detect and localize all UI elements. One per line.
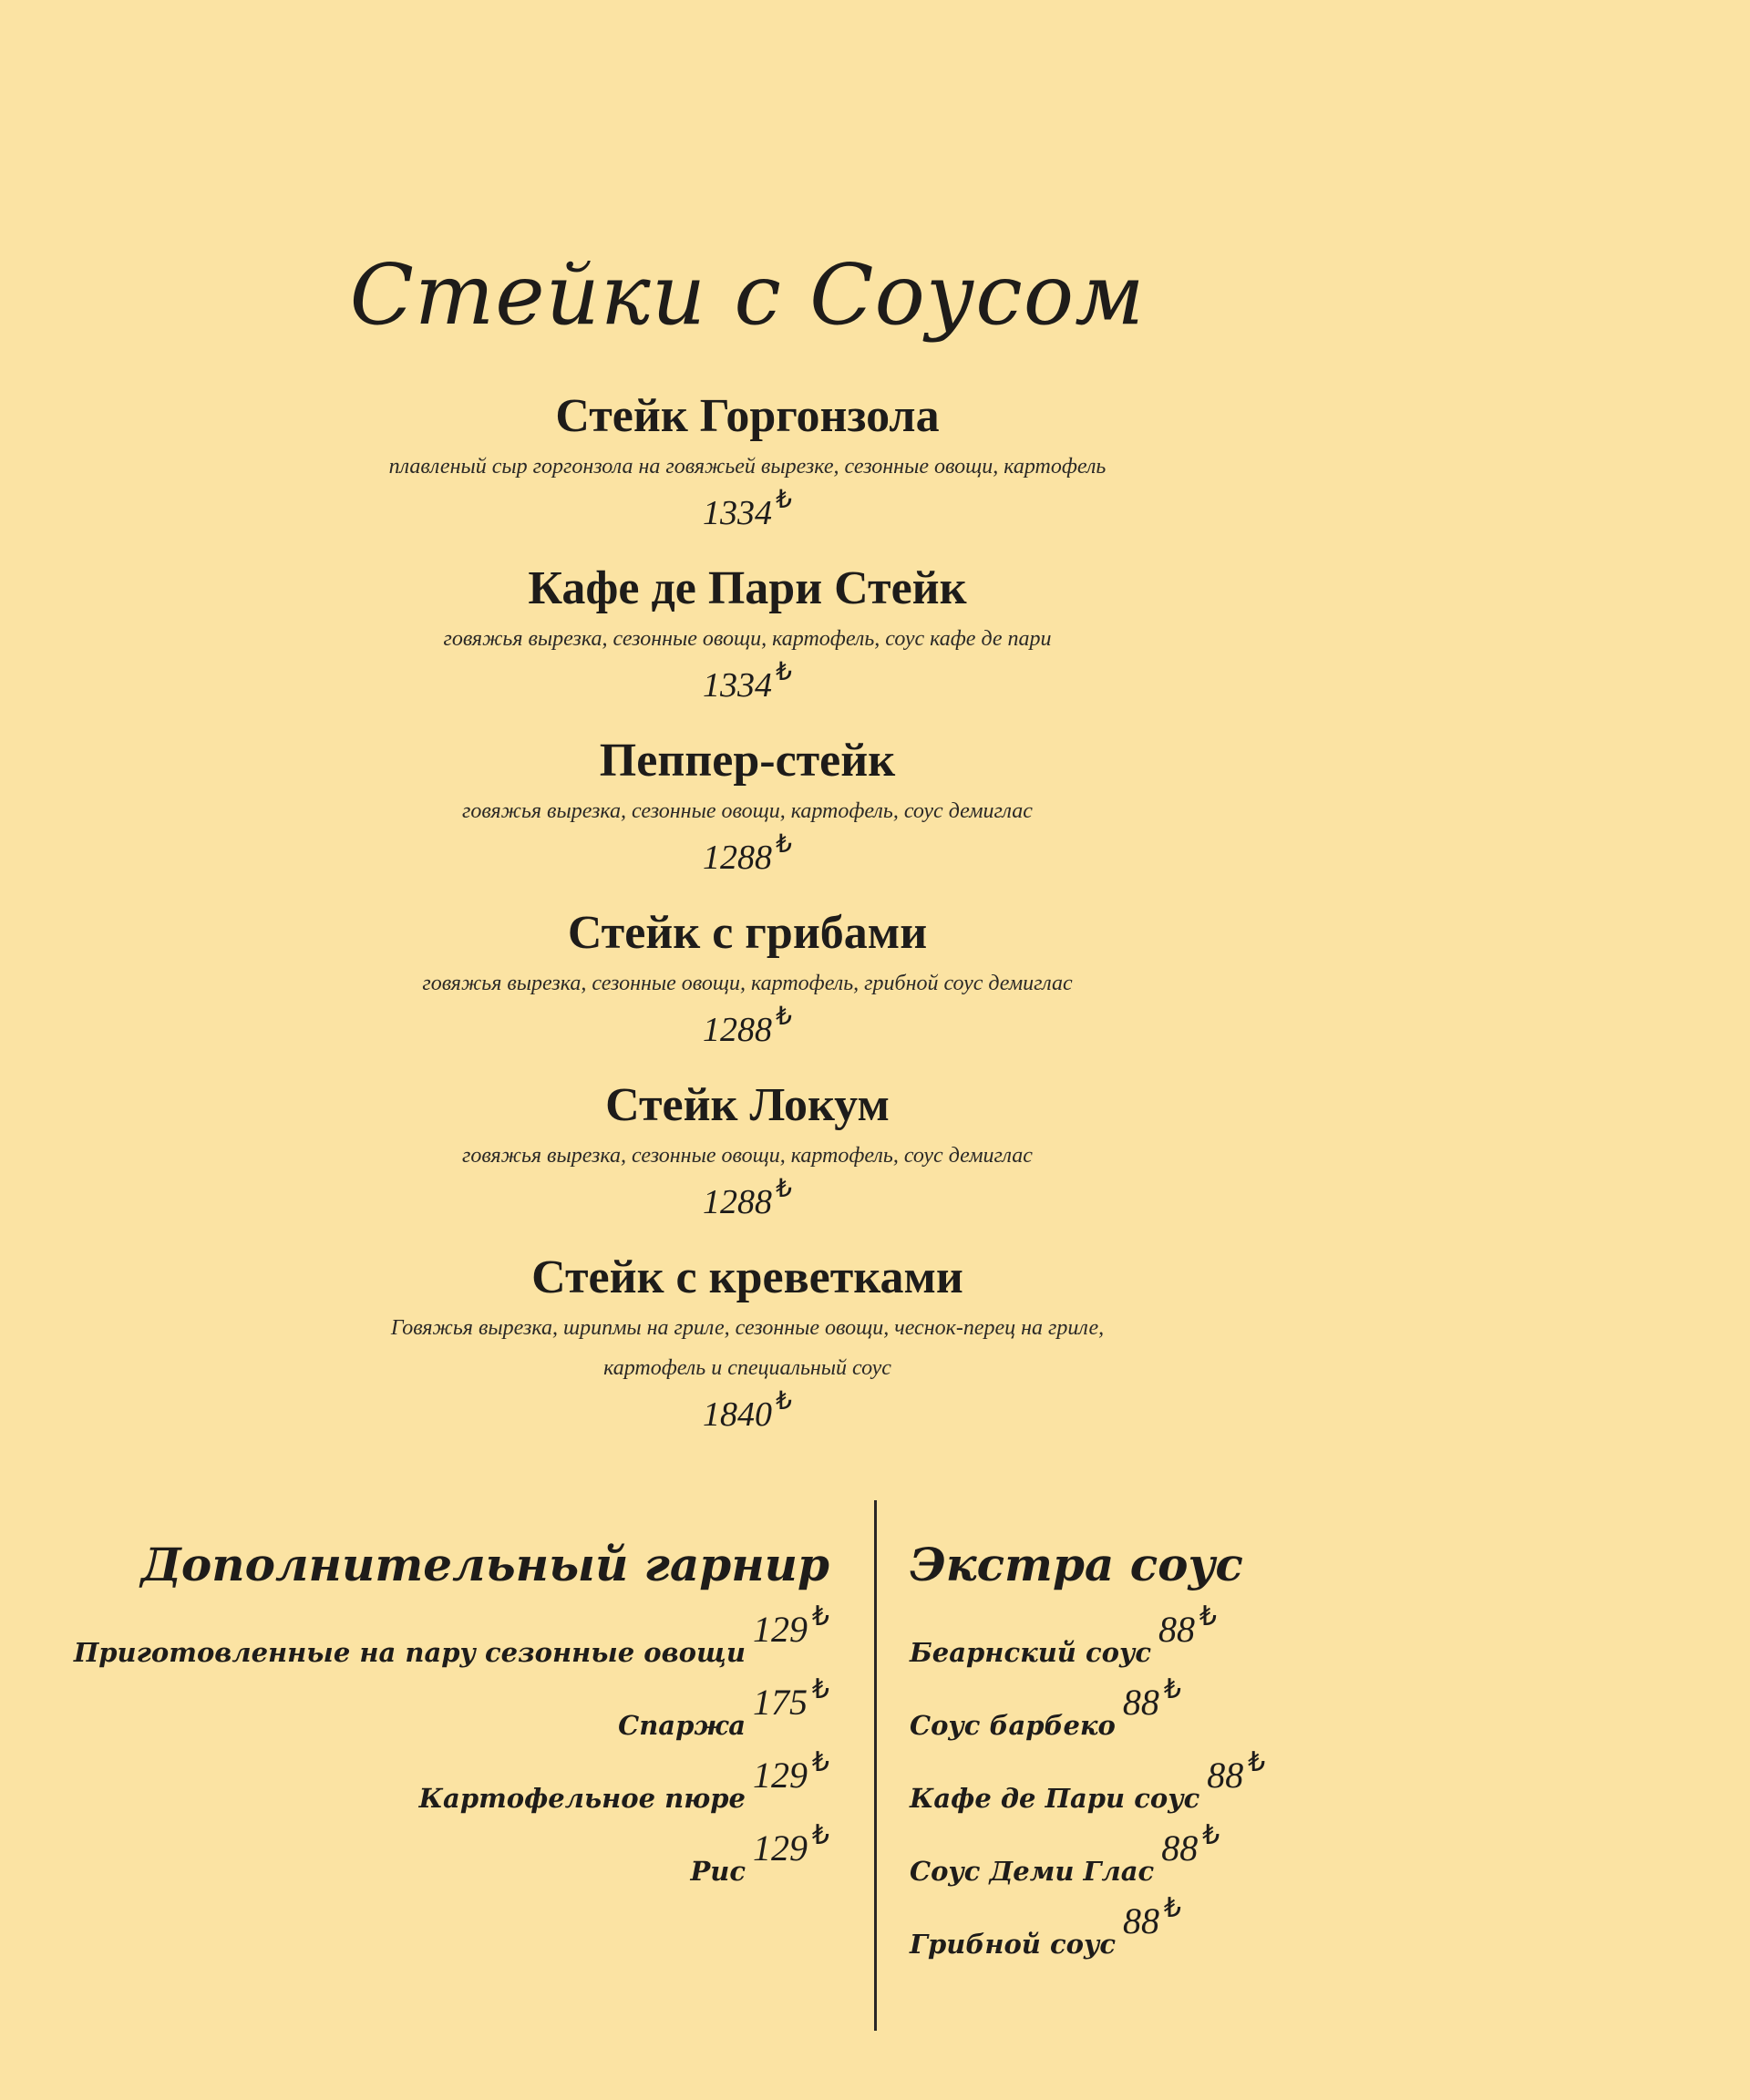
side-price <box>753 1601 829 1651</box>
dish-description: говяжья вырезка, сезонные овощи, картофель, грибной соус демиглас <box>422 972 1073 995</box>
lira-icon: ₺ <box>811 1674 829 1704</box>
sauce-item <box>910 1820 1548 1896</box>
side-price <box>753 1820 829 1869</box>
side-price <box>753 1674 829 1724</box>
sauce-price <box>1207 1747 1266 1796</box>
sauce-price <box>1158 1601 1217 1651</box>
sauces-section <box>910 1535 1548 1969</box>
lira-icon: ₺ <box>811 1820 829 1850</box>
side-name: Рис <box>690 1856 746 1887</box>
lira-icon: ₺ <box>811 1601 829 1632</box>
dish-name: Стейк с грибами <box>567 907 928 959</box>
price-value: 1288 <box>703 839 772 877</box>
price-value: 129 <box>753 1755 808 1796</box>
dish-description: говяжья вырезка, сезонные овощи, картофель, соус демиглас <box>462 1144 1033 1168</box>
side-price <box>753 1747 829 1796</box>
sauce-name: Грибной соус <box>910 1929 1116 1960</box>
price-value: 1334 <box>703 494 772 532</box>
sauce-price <box>1161 1820 1220 1869</box>
side-item <box>36 1820 829 1896</box>
dish-item <box>246 386 1249 559</box>
dish-name: Кафе де Пари Стейк <box>528 562 967 614</box>
dish-item <box>246 903 1249 1076</box>
lira-icon: ₺ <box>811 1747 829 1777</box>
price-value: 1840 <box>703 1395 772 1434</box>
dish-name: Стейк Локум <box>605 1079 890 1131</box>
lira-icon: ₺ <box>1163 1674 1181 1704</box>
sauce-item <box>910 1674 1548 1750</box>
side-name: Картофельное пюре <box>418 1783 746 1814</box>
dish-name: Пеппер-стейк <box>599 735 896 787</box>
dish-price <box>703 659 792 712</box>
dish-item <box>246 1248 1249 1434</box>
dish-price <box>703 1176 792 1229</box>
sides-title: Дополнительный гарнир <box>140 1538 829 1591</box>
price-value: 129 <box>753 1827 808 1868</box>
lira-icon: ₺ <box>776 658 792 686</box>
lira-icon: ₺ <box>776 1003 792 1031</box>
price-value: 129 <box>753 1609 808 1650</box>
price-value: 1288 <box>703 1011 772 1049</box>
price-value: 88 <box>1207 1755 1244 1796</box>
side-name: Приготовленные на пару сезонные овощи <box>73 1637 746 1668</box>
side-item <box>36 1674 829 1750</box>
dish-item <box>246 559 1249 731</box>
dish-description: говяжья вырезка, сезонные овощи, картофель, соус демиглас <box>462 799 1033 823</box>
price-value: 88 <box>1158 1609 1195 1650</box>
side-name: Спаржа <box>618 1710 746 1741</box>
lira-icon: ₺ <box>776 1175 792 1203</box>
sauce-name: Беарнский соус <box>910 1637 1151 1668</box>
dish-price <box>703 487 792 540</box>
side-item <box>36 1601 829 1677</box>
page-title: Стейки с Соусом <box>349 245 1146 344</box>
price-value: 1334 <box>703 666 772 705</box>
dish-description: плавленый сыр горгонзола на говяжьей вырезке, сезонные овощи, картофель <box>388 455 1107 479</box>
dish-price <box>703 1388 792 1441</box>
lira-icon: ₺ <box>1202 1820 1220 1850</box>
dish-name: Стейк Горгонзола <box>555 390 940 442</box>
sauce-price <box>1123 1893 1181 1942</box>
price-value: 1288 <box>703 1183 772 1221</box>
sauce-item <box>910 1893 1548 1969</box>
lira-icon: ₺ <box>776 486 792 514</box>
sauce-item <box>910 1601 1548 1677</box>
dish-name: Стейк с креветками <box>531 1251 963 1303</box>
price-value: 175 <box>753 1682 808 1723</box>
dish-price <box>703 831 792 884</box>
dish-item <box>246 731 1249 903</box>
sides-section <box>36 1535 829 1896</box>
sauce-name: Соус Деми Глас <box>910 1856 1155 1887</box>
sauce-name: Кафе де Пари соус <box>910 1783 1200 1814</box>
price-value: 88 <box>1122 1682 1159 1723</box>
price-value: 88 <box>1161 1827 1199 1868</box>
lira-icon: ₺ <box>776 830 792 859</box>
column-divider <box>874 1500 877 2031</box>
sauce-item <box>910 1747 1548 1823</box>
price-value: 88 <box>1123 1900 1159 1941</box>
lira-icon: ₺ <box>1163 1893 1181 1923</box>
lira-icon: ₺ <box>1199 1601 1217 1632</box>
dish-description: Говяжья вырезка, шрипмы на гриле, сезонные овощи, чеснок-перец на гриле, картофель и специальный соус <box>390 1316 1105 1380</box>
sauce-name: Соус барбеко <box>910 1710 1116 1741</box>
sauce-price <box>1122 1674 1181 1724</box>
steaks-list <box>246 386 1249 1434</box>
sauces-title: Экстра соус <box>910 1538 1243 1591</box>
dish-price <box>703 1004 792 1056</box>
side-item <box>36 1747 829 1823</box>
dish-item <box>246 1076 1249 1248</box>
lira-icon: ₺ <box>776 1387 792 1415</box>
lira-icon: ₺ <box>1248 1747 1266 1777</box>
dish-description: говяжья вырезка, сезонные овощи, картофель, соус кафе де пари <box>443 627 1052 651</box>
